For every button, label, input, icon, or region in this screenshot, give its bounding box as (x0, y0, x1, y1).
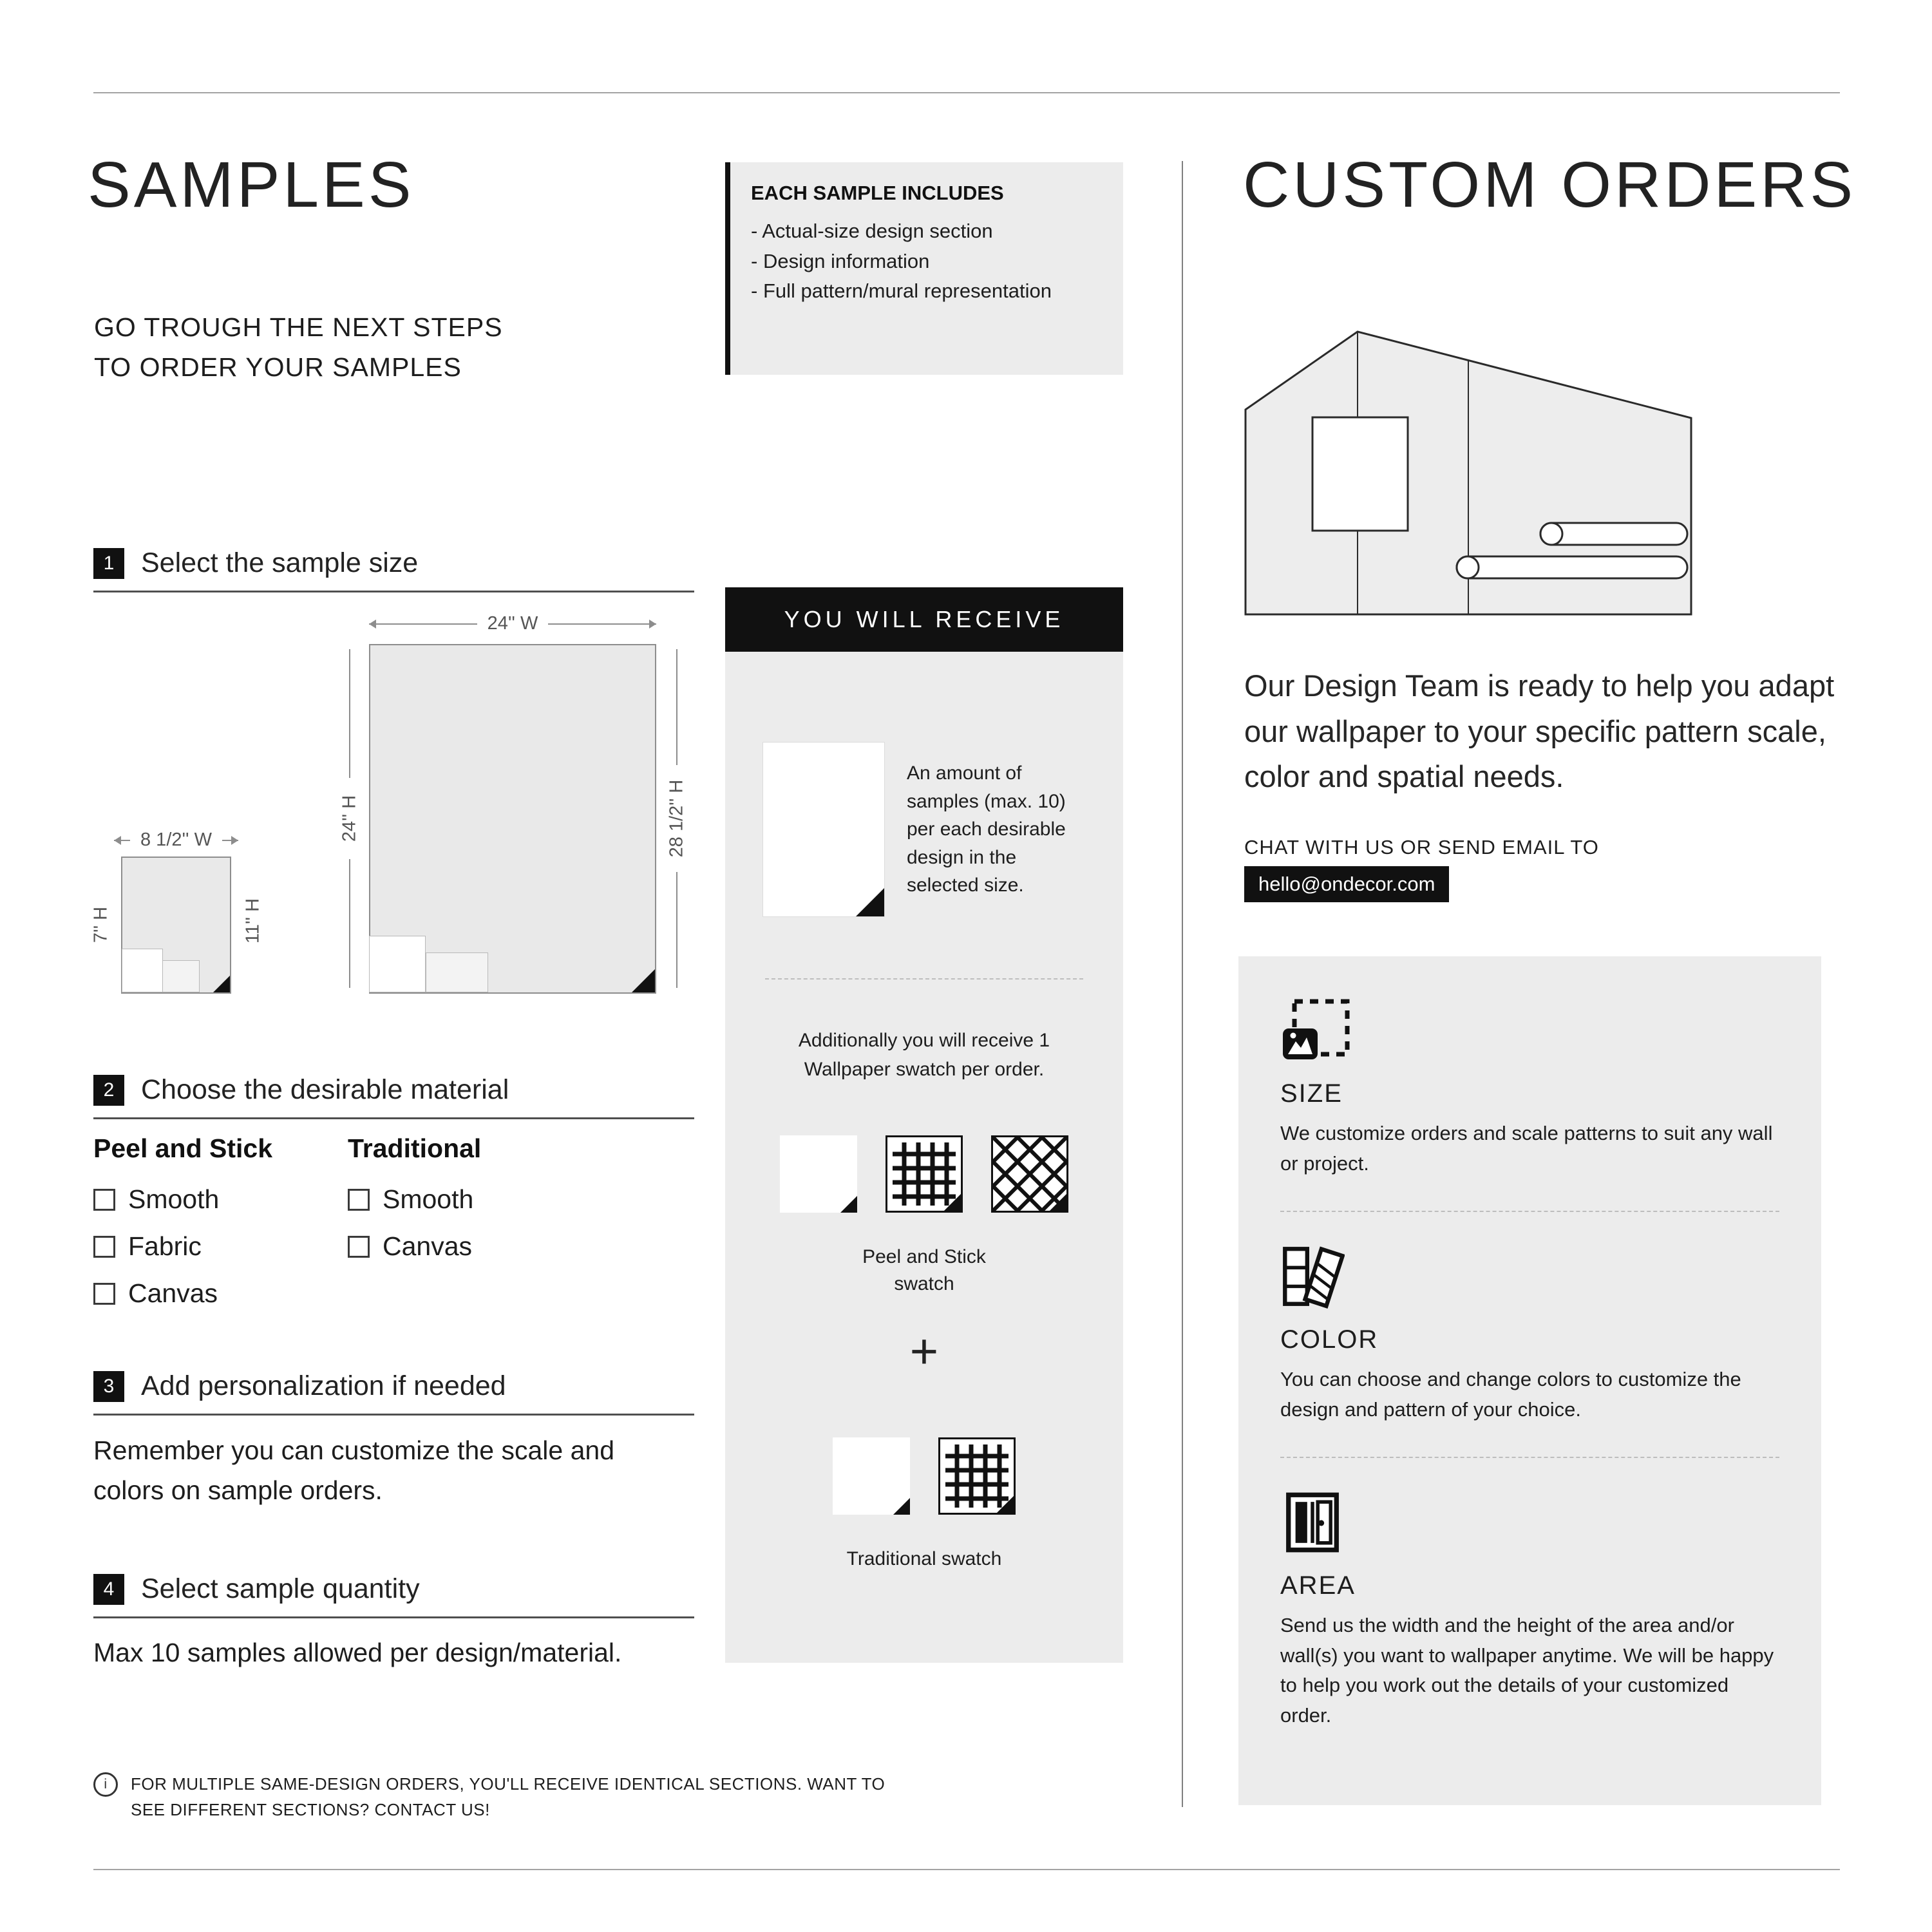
custom-orders-title: CUSTOM ORDERS (1243, 149, 1857, 221)
dimension-line (349, 649, 350, 778)
option-trad-canvas (348, 1231, 481, 1262)
dimension-line (676, 872, 677, 988)
plain-swatch-icon (780, 1135, 857, 1213)
samples-received-text: An amount of samples (max. 10) per each desirable design in the selected size. (907, 762, 1066, 896)
top-rule (93, 92, 1840, 93)
peel-and-stick-heading: Peel and Stick (93, 1133, 273, 1163)
bottom-rule (93, 1869, 1840, 1870)
step-2-header (93, 1074, 694, 1119)
step-3-number: 3 (93, 1371, 124, 1402)
feature-area-body: Send us the width and the height of the area and/or wall(s) you want to wallpaper anytime. We will be happy to help you work out the details of your customized order. (1280, 1614, 1774, 1727)
large-height-left-label: 24'' H (339, 795, 360, 842)
color-icon (1280, 1244, 1779, 1309)
step-3-header (93, 1370, 694, 1416)
includes-title: EACH SAMPLE INCLUDES (751, 182, 1004, 204)
small-sample-diagram (121, 857, 231, 994)
feature-color (1280, 1244, 1779, 1425)
checkbox-trad-smooth[interactable] (348, 1189, 370, 1211)
step-4-header (93, 1573, 694, 1618)
option-label: Canvas (383, 1231, 473, 1261)
option-trad-smooth (348, 1184, 481, 1215)
feature-color-title: COLOR (1280, 1325, 1379, 1354)
dimension-line (349, 859, 350, 988)
feature-color-body: You can choose and change colors to customize the design and pattern of your choice. (1280, 1368, 1741, 1421)
email-badge[interactable]: hello@ondecor.com (1244, 866, 1449, 902)
option-label: Smooth (383, 1184, 474, 1214)
option-label: Smooth (128, 1184, 220, 1214)
small-height-left-label: 7'' H (90, 906, 111, 943)
plus-sign: + (909, 1324, 939, 1379)
step-1-title: Select the sample size (141, 547, 419, 578)
option-peel-canvas (93, 1278, 272, 1309)
peel-swatch-label: Peel and Stick swatch (862, 1246, 986, 1294)
large-width-dimension: 24'' W (369, 613, 656, 634)
feature-size-body: We customize orders and scale patterns to suit any wall or project. (1280, 1122, 1773, 1175)
option-label: Canvas (128, 1278, 218, 1308)
dimension-line (676, 649, 677, 765)
feature-size-title: SIZE (1280, 1079, 1343, 1108)
house-illustration (1244, 330, 1693, 620)
step-4-body: Max 10 samples allowed per design/material. (93, 1638, 622, 1667)
material-column-peel (93, 1133, 272, 1325)
large-height-right-label: 28 1/2'' H (666, 779, 687, 858)
step-3-body: Remember you can customize the scale and colors on sample orders. (93, 1435, 615, 1505)
sample-page-icon (762, 742, 885, 917)
step-1-header (93, 547, 694, 592)
column-divider (1182, 161, 1183, 1807)
custom-orders-panel (1238, 956, 1821, 1805)
each-sample-includes-box (725, 162, 1123, 375)
small-height-right-label: 11'' H (242, 898, 263, 944)
samples-received-row (762, 742, 1086, 917)
traditional-swatch-row (762, 1437, 1086, 1515)
includes-item: - Actual-size design section (751, 216, 1103, 247)
material-column-traditional (348, 1133, 481, 1278)
traditional-heading: Traditional (348, 1133, 482, 1163)
peel-swatch-row (762, 1135, 1086, 1213)
option-peel-fabric (93, 1231, 272, 1262)
feature-divider (1280, 1211, 1779, 1212)
checkbox-peel-canvas[interactable] (93, 1283, 115, 1305)
custom-orders-intro: Our Design Team is ready to help you adapt our wallpaper to your specific pattern scale, color and spatial needs. (1244, 668, 1835, 793)
step-4-number: 4 (93, 1574, 124, 1605)
feature-size (1280, 998, 1779, 1179)
small-width-dimension: 8 1/2'' W (114, 829, 238, 851)
checkbox-peel-smooth[interactable] (93, 1189, 115, 1211)
grid-swatch-icon (886, 1135, 963, 1213)
step-4-title: Select sample quantity (141, 1573, 420, 1604)
step-2-number: 2 (93, 1075, 124, 1106)
sample-inset (426, 952, 488, 992)
step-3-title: Add personalization if needed (141, 1370, 506, 1401)
plain-swatch-icon (833, 1437, 910, 1515)
feature-area-title: AREA (1280, 1571, 1356, 1600)
receive-divider (765, 978, 1083, 980)
feature-divider (1280, 1457, 1779, 1458)
samples-subtitle: GO TROUGH THE NEXT STEPS TO ORDER YOUR SAMPLES (94, 312, 503, 382)
sample-inset (369, 936, 426, 992)
you-will-receive-header (725, 587, 1123, 652)
samples-title: SAMPLES (88, 149, 415, 221)
info-icon: i (93, 1772, 118, 1797)
footnote (93, 1771, 905, 1823)
chat-label: CHAT WITH US OR SEND EMAIL TO (1244, 836, 1599, 858)
crosshatch-swatch-icon (991, 1135, 1068, 1213)
you-will-receive-panel (725, 652, 1123, 1663)
size-icon (1280, 998, 1779, 1063)
feature-area (1280, 1490, 1779, 1730)
area-icon (1280, 1490, 1779, 1555)
additional-swatch-text: Additionally you will receive 1 Wallpaper swatch per order. (798, 1030, 1050, 1080)
checkbox-trad-canvas[interactable] (348, 1236, 370, 1258)
option-peel-smooth (93, 1184, 272, 1215)
sample-size-diagram (90, 599, 699, 1018)
sample-inset (122, 949, 163, 992)
grid-swatch-icon (938, 1437, 1016, 1515)
footnote-text: FOR MULTIPLE SAME-DESIGN ORDERS, YOU'LL RECEIVE IDENTICAL SECTIONS. WANT TO SEE DIFFERENT SECTIONS? CONTACT US! (131, 1774, 886, 1820)
checkbox-peel-fabric[interactable] (93, 1236, 115, 1258)
step-1-number: 1 (93, 548, 124, 579)
includes-item: - Design information (751, 247, 1103, 277)
sample-inset (162, 960, 200, 992)
option-label: Fabric (128, 1231, 202, 1261)
traditional-swatch-label: Traditional swatch (846, 1548, 1002, 1569)
large-sample-diagram (369, 644, 656, 994)
step-2-title: Choose the desirable material (141, 1074, 509, 1105)
you-will-receive-title: YOU WILL RECEIVE (784, 606, 1065, 632)
includes-item: - Full pattern/mural representation (751, 276, 1103, 307)
